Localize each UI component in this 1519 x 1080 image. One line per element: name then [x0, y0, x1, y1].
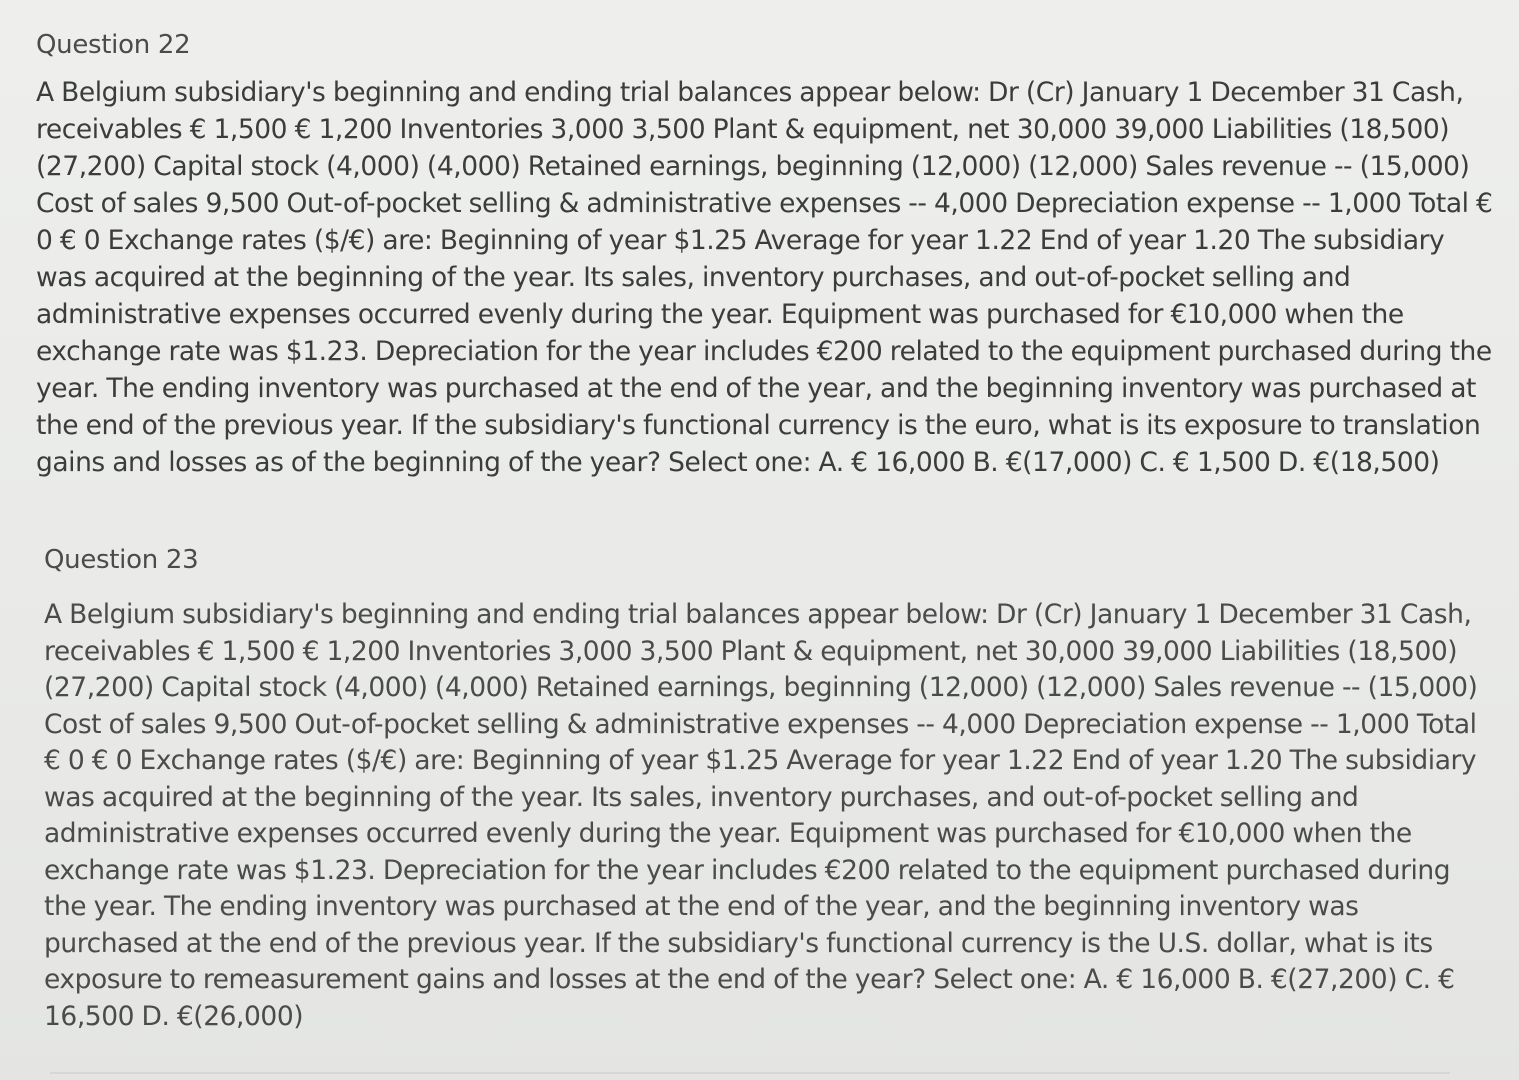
question-22-block: [36, 30, 1496, 481]
divider: [50, 1072, 1450, 1074]
question-23-block: [44, 545, 1484, 1035]
question-text: A Belgium subsidiary's beginning and ending trial balances appear below: Dr (Cr) January 1 December 31 Cash, receivables € 1,500 € 1,200 Inventories 3,000 3,500 Plant & equipment, net 30,000 39,000 Liabilities (18,500) (27,200) Capital stock (4,000) (4,000) Retained earnings, beginning (12,000) (12,000) Sales revenue -- (15,000) Cost of sales 9,500 Out-of-pocket selling & administrative expenses -- 4,000 Depreciation expense -- 1,000 Total € 0 € 0 Exchange rates ($/€) are: Beginning of year $1.25 Average for year 1.22 End of year 1.20 The subsidiary was acquired at the beginning of the year. Its sales, inventory purchases, and out-of-pocket selling and administrative expenses occurred evenly during the year. Equipment was purchased for €10,000 when the exchange rate was $1.23. Depreciation for the year includes €200 related to the equipment purchased during the year. The ending inventory was purchased at the end of the year, and the beginning inventory was purchased at the end of the previous year. If the subsidiary's functional currency is the euro, what is its exposure to translation gains and losses as of the beginning of the year? Select one: A. € 16,000 B. €(17,000) C. € 1,500 D. €(18,500): [36, 77, 1493, 478]
question-heading: Question 22: [36, 30, 191, 60]
question-text: A Belgium subsidiary's beginning and ending trial balances appear below: Dr (Cr) January 1 December 31 Cash, receivables € 1,500 € 1,200 Inventories 3,000 3,500 Plant & equipment, net 30,000 39,000 Liabilities (18,500) (27,200) Capital stock (4,000) (4,000) Retained earnings, beginning (12,000) (12,000) Sales revenue -- (15,000) Cost of sales 9,500 Out-of-pocket selling & administrative expenses -- 4,000 Depreciation expense -- 1,000 Total € 0 € 0 Exchange rates ($/€) are: Beginning of year $1.25 Average for year 1.22 End of year 1.20 The subsidiary was acquired at the beginning of the year. Its sales, inventory purchases, and out-of-pocket selling and administrative expenses occurred evenly during the year. Equipment was purchased for €10,000 when the exchange rate was $1.23. Depreciation for the year includes €200 related to the equipment purchased during the year. The ending inventory was purchased at the end of the year, and the beginning inventory was purchased at the end of the previous year. If the subsidiary's functional currency is the U.S. dollar, what is its exposure to remeasurement gains and losses at the end of the year? Select one: A. € 16,000 B. €(27,200) C. € 16,500 D. €(26,000): [44, 599, 1478, 1032]
question-heading: Question 23: [44, 545, 199, 575]
